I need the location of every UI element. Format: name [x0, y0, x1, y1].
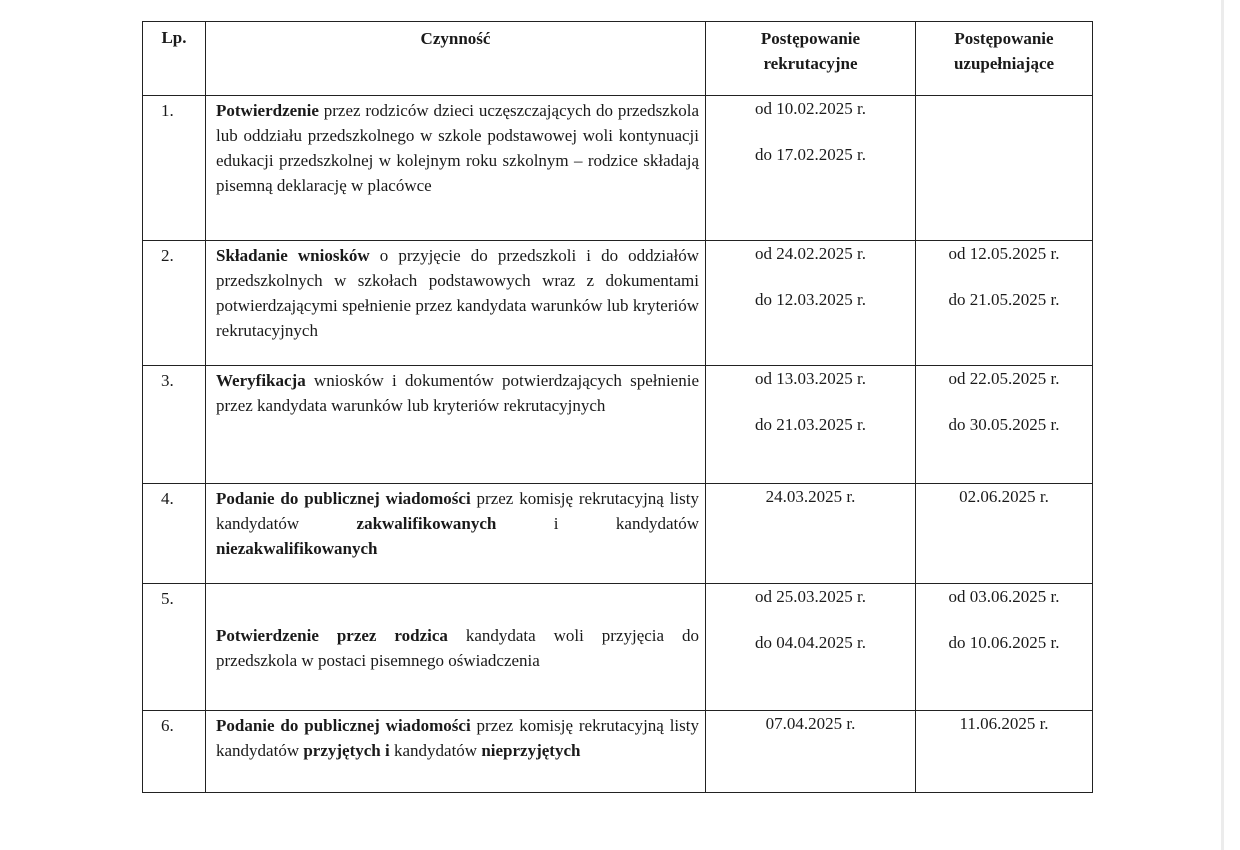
supplementary-date: 11.06.2025 r. [916, 711, 1093, 793]
supplementary-dates: od 22.05.2025 r. do 30.05.2025 r. [916, 366, 1093, 484]
header-activity: Czynność [206, 22, 706, 96]
row-number: 4. [143, 484, 206, 584]
recruitment-dates: od 13.03.2025 r. do 21.03.2025 r. [706, 366, 916, 484]
row-number: 2. [143, 241, 206, 366]
row-number: 6. [143, 711, 206, 793]
header-recruitment: Postępowanie rekrutacyjne [706, 22, 916, 96]
recruitment-dates: od 25.03.2025 r. do 04.04.2025 r. [706, 584, 916, 711]
page-edge-shadow [1221, 0, 1224, 850]
header-lp: Lp. [143, 22, 206, 96]
header-supplementary: Postępowanie uzupełniające [916, 22, 1093, 96]
table-row [143, 711, 1093, 793]
recruitment-dates: od 24.02.2025 r. do 12.03.2025 r. [706, 241, 916, 366]
table-row [143, 584, 1093, 711]
recruitment-schedule-table [142, 21, 1093, 793]
activity-cell: Podanie do publicznej wiadomości przez komisję rekrutacyjną listy kandydatów przyjętych i kandydatów nieprzyjętych [206, 711, 706, 793]
table-header-row [143, 22, 1093, 96]
supplementary-date: 02.06.2025 r. [916, 484, 1093, 584]
recruitment-dates: od 10.02.2025 r. do 17.02.2025 r. [706, 96, 916, 241]
supplementary-dates: od 12.05.2025 r. do 21.05.2025 r. [916, 241, 1093, 366]
activity-cell: Podanie do publicznej wiadomości przez komisję rekrutacyjną listy kandydatów zakwalifikowanych i kandydatów niezakwalifikowanych [206, 484, 706, 584]
table-row [143, 484, 1093, 584]
recruitment-date: 24.03.2025 r. [706, 484, 916, 584]
row-number: 3. [143, 366, 206, 484]
recruitment-date: 07.04.2025 r. [706, 711, 916, 793]
table-row [143, 366, 1093, 484]
row-number: 1. [143, 96, 206, 241]
activity-cell: Potwierdzenie przez rodzica kandydata woli przyjęcia do przedszkola w postaci pisemnego oświadczenia [206, 584, 706, 711]
table-row [143, 241, 1093, 366]
row-number: 5. [143, 584, 206, 711]
activity-cell: Potwierdzenie przez rodziców dzieci uczęszczających do przedszkola lub oddziału przedszkolnego w szkole podstawowej woli kontynuacji edukacji przedszkolnej w kolejnym roku szkolnym – rodzice składają pisemną deklarację w placówce [206, 96, 706, 241]
supplementary-dates: od 03.06.2025 r. do 10.06.2025 r. [916, 584, 1093, 711]
activity-cell: Składanie wniosków o przyjęcie do przedszkoli i do oddziałów przedszkolnych w szkołach podstawowych wraz z dokumentami potwierdzającymi spełnienie przez kandydata warunków lub kryteriów rekrutacyjnych [206, 241, 706, 366]
supplementary-dates [916, 96, 1093, 241]
activity-cell: Weryfikacja wniosków i dokumentów potwierdzających spełnienie przez kandydata warunków lub kryteriów rekrutacyjnych [206, 366, 706, 484]
table-row [143, 96, 1093, 241]
